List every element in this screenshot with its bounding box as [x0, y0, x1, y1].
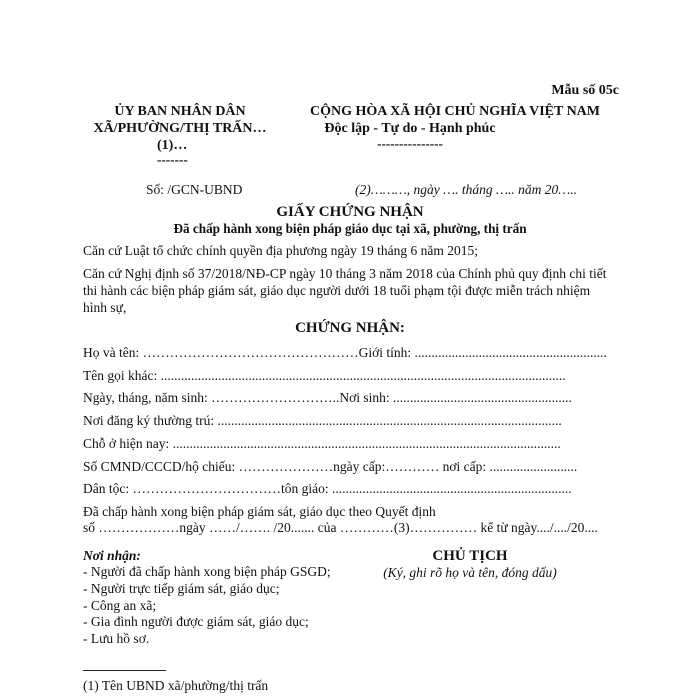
field-completion-l1: Đã chấp hành xong biện pháp giám sát, giáo dục theo Quyết định	[83, 504, 436, 519]
footnote: (1) Tên UBND xã/phường/thị trấn	[83, 678, 269, 693]
document-title: GIẤY CHỨNG NHẬN	[276, 204, 424, 220]
signature-note: (Ký, ghi rõ họ và tên, đóng dấu)	[383, 565, 557, 580]
legal-basis-decree-l2: thi hành các biện pháp giám sát, giáo dục người dưới 18 tuổi phạm tội được miễn trách nhiệm	[83, 283, 591, 298]
document-subtitle: Đã chấp hành xong biện pháp giáo dục tại xã, phường, thị trấn	[173, 221, 527, 236]
field-full-name: Họ và tên: …………………………………………Giới tính: .........................................................	[83, 345, 607, 360]
field-permanent-residence: Nơi đăng ký thường trú: ......................................................................................................	[83, 413, 562, 428]
motto-dashes: ---------------	[377, 136, 443, 151]
certify-heading: CHỨNG NHẬN:	[295, 320, 405, 336]
form-number: Mẫu số 05c	[551, 83, 619, 98]
issuer-line3: (1)…	[157, 138, 188, 153]
field-completion-l2: số ………………ngày ……/……. /20....... của …………(3)…………… kể từ ngày..../..../20....	[83, 520, 598, 535]
national-title: CỘNG HÒA XÃ HỘI CHỦ NGHĨA VIỆT NAM	[309, 104, 600, 119]
place-date: (2)………, ngày …. tháng ….. năm 20…..	[355, 182, 578, 197]
legal-basis-decree-l1: Căn cứ Nghị định số 37/2018/NĐ-CP ngày 10 tháng 3 năm 2018 của Chính phủ quy định chi tiết	[83, 266, 607, 281]
field-date-of-birth: Ngày, tháng, năm sinh: ………………………..Nơi sinh: .....................................................	[83, 390, 572, 405]
issuer-line1: ỦY BAN NHÂN DÂN	[114, 104, 246, 119]
field-ethnicity-religion: Dân tộc: ……………………………tôn giáo: .......................................................................	[83, 481, 572, 496]
document-number: Số: /GCN-UBND	[146, 182, 243, 197]
recipients-heading: Nơi nhận:	[83, 548, 141, 563]
recipient-item: - Lưu hồ sơ.	[83, 631, 150, 646]
issuer-dashes: -------	[157, 152, 188, 167]
issuer-line2: XÃ/PHƯỜNG/THỊ TRẤN…	[93, 121, 267, 136]
signer-title: CHỦ TỊCH	[432, 548, 508, 564]
legal-basis-law: Căn cứ Luật tổ chức chính quyền địa phương ngày 19 tháng 6 năm 2015;	[83, 243, 479, 258]
field-current-residence: Chỗ ở hiện nay: ...................................................................................................................	[83, 436, 561, 451]
footnote-divider	[83, 670, 166, 671]
recipient-item: - Người đã chấp hành xong biện pháp GSGD;	[83, 564, 331, 579]
recipient-item: - Người trực tiếp giám sát, giáo dục;	[83, 581, 280, 596]
national-motto: Độc lập - Tự do - Hạnh phúc	[324, 121, 496, 136]
field-alias: Tên gọi khác: ........................................................................................................................	[83, 368, 566, 383]
recipient-item: - Công an xã;	[83, 598, 157, 613]
legal-basis-decree-l3: hình sự,	[83, 300, 127, 315]
field-id-number: Số CMND/CCCD/hộ chiếu: …………………ngày cấp:………… nơi cấp: ..........................	[83, 459, 578, 474]
recipient-item: - Gia đình người được giám sát, giáo dục;	[83, 614, 309, 629]
